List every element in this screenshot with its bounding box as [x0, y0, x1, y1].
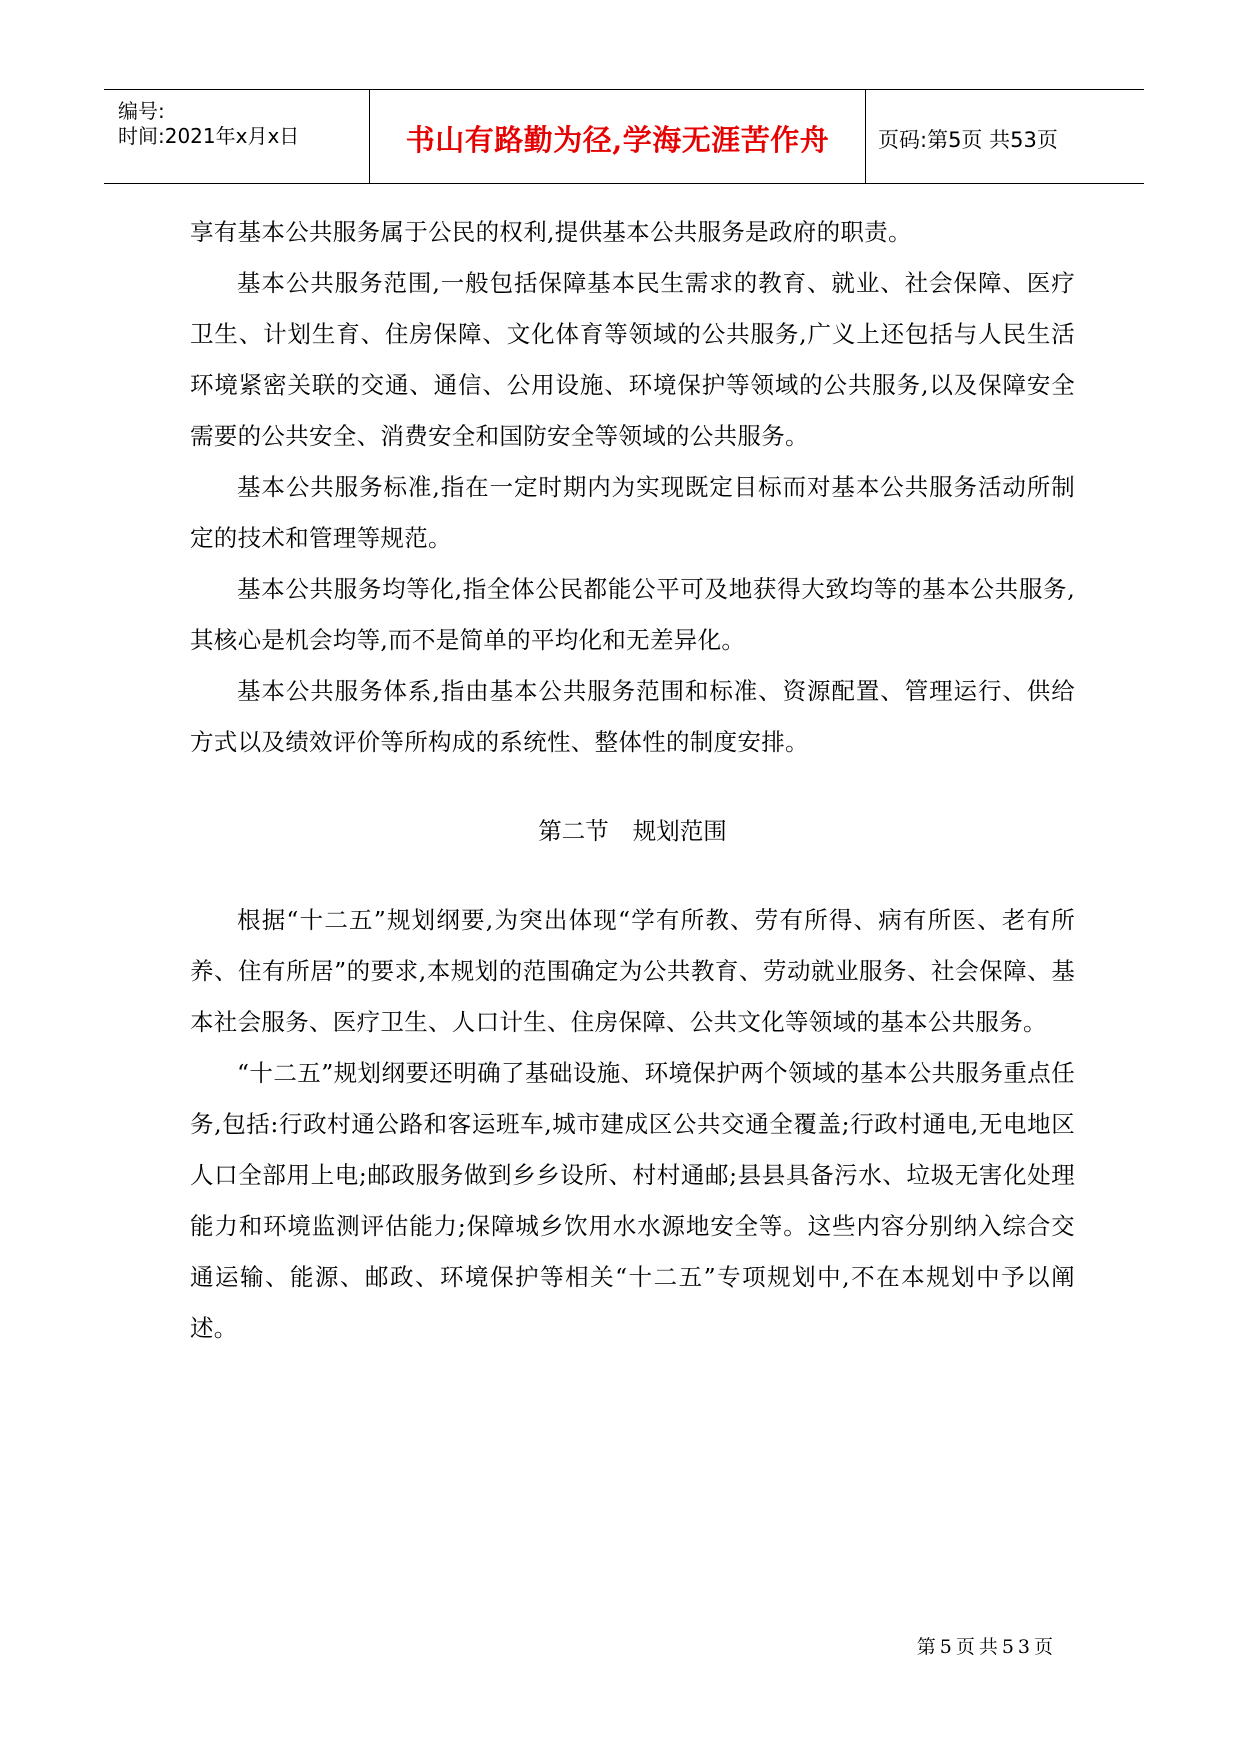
document-body — [190, 207, 1075, 1354]
paragraph: 基本公共服务标准,指在一定时期内为实现既定目标而对基本公共服务活动所制定的技术和管理等规范。 — [190, 473, 1075, 552]
header-info-cell — [104, 90, 370, 183]
section-title: 规划范围 — [632, 817, 727, 845]
paragraph: 基本公共服务均等化,指全体公民都能公平可及地获得大致均等的基本公共服务,其核心是机会均等,而不是简单的平均化和无差异化。 — [190, 575, 1075, 654]
header-page-cell — [866, 90, 1144, 183]
motto: 书山有路勤为径,学海无涯苦作舟 — [405, 123, 830, 157]
paragraph: 基本公共服务范围,一般包括保障基本民生需求的教育、就业、社会保障、医疗卫生、计划生育、住房保障、文化体育等领域的公共服务,广义上还包括与人民生活环境紧密关联的交通、通信、公用设施、环境保护等领域的公共服务,以及保障安全需要的公共安全、消费安全和国防安全等领域的公共服务。 — [190, 269, 1075, 450]
paragraph: 根据“十二五”规划纲要,为突出体现“学有所教、劳有所得、病有所医、老有所养、住有所居”的要求,本规划的范围确定为公共教育、劳动就业服务、社会保障、基本社会服务、医疗卫生、人口计生、住房保障、公共文化等领域的基本公共服务。 — [190, 906, 1075, 1036]
paragraph: 享有基本公共服务属于公民的权利,提供基本公共服务是政府的职责。 — [190, 218, 912, 246]
section-heading — [190, 806, 1075, 857]
page-header — [104, 89, 1144, 184]
time-label: 时间:2021年x月x日 — [118, 124, 300, 148]
page-footer — [0, 1632, 1241, 1659]
paragraph: 基本公共服务体系,指由基本公共服务范围和标准、资源配置、管理运行、供给方式以及绩效评价等所构成的系统性、整体性的制度安排。 — [190, 677, 1075, 756]
footer-page-number: 第5页共53页 — [916, 1636, 1057, 1658]
paragraph: “十二五”规划纲要还明确了基础设施、环境保护两个领域的基本公共服务重点任务,包括:行政村通公路和客运班车,城市建成区公共交通全覆盖;行政村通电,无电地区人口全部用上电;邮政服务做到乡乡设所、村村通邮;县县具备污水、垃圾无害化处理能力和环境监测评估能力;保障城乡饮用水水源地安全等。这些内容分别纳入综合交通运输、能源、邮政、环境保护等相关“十二五”专项规划中,不在本规划中予以阐述。 — [190, 1059, 1075, 1342]
serial-label: 编号: — [118, 99, 165, 123]
page-code: 页码:第5页 共53页 — [878, 128, 1058, 152]
header-motto-cell — [370, 90, 866, 183]
section-number: 第二节 — [538, 817, 609, 845]
